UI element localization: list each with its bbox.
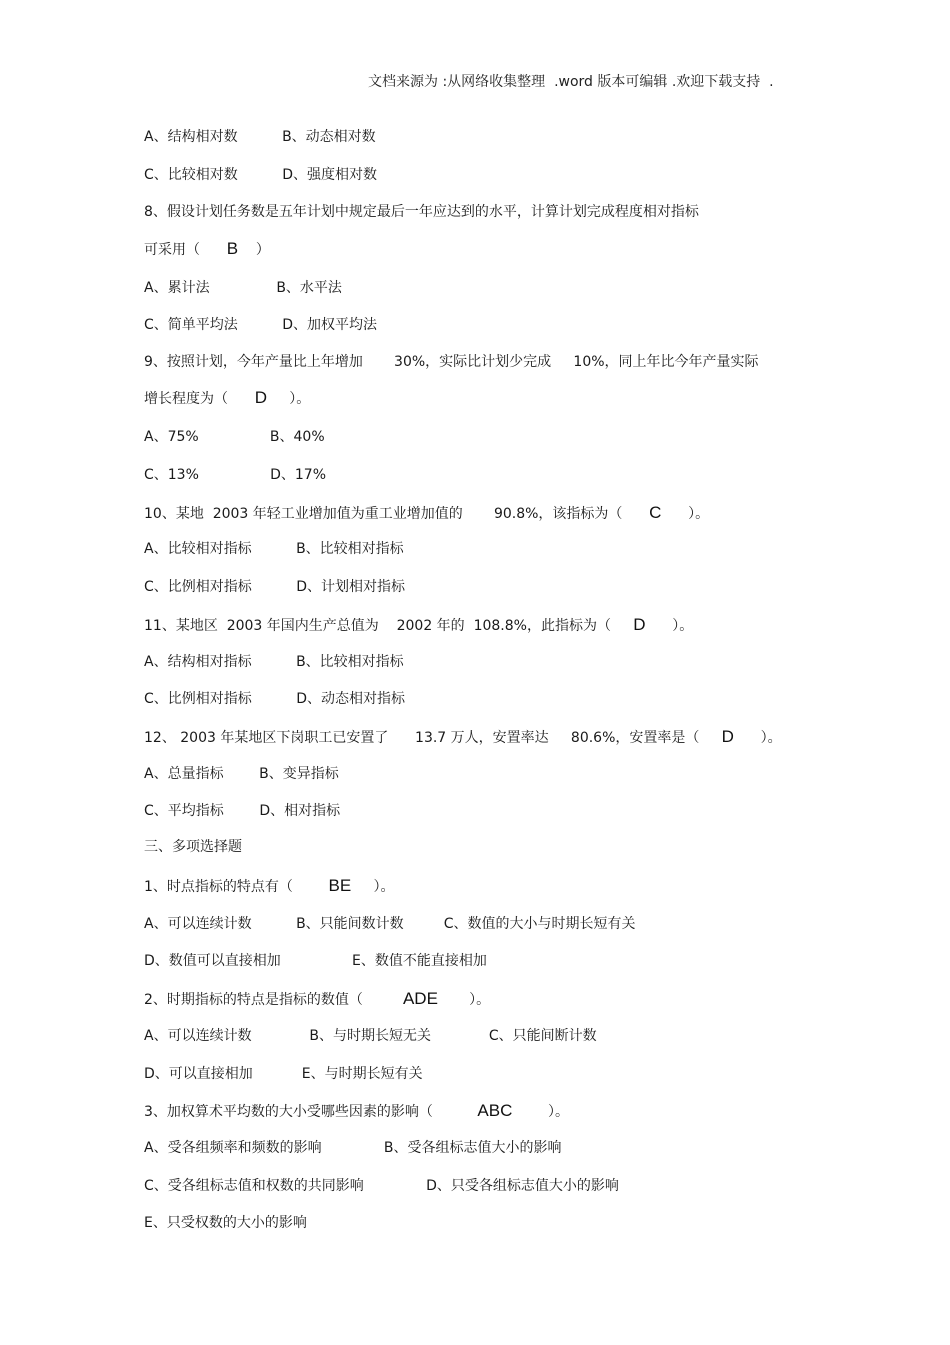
text-line [144,877,394,896]
text-line [144,616,693,635]
text-line [144,838,242,856]
text-line [144,279,342,297]
text-line [144,802,340,820]
answer-mark: D [254,388,267,407]
line-text: 9、按照计划，今年产量比上年增加 30%，实际比计划少完成 10%，同上年比今年产量实际 [144,354,759,370]
line-text: A、累计法 B、水平法 [144,280,342,296]
line-text: C、13% D、17% [144,467,326,483]
line-text: A、可以连续计数 B、与时期长短无关 C、只能间断计数 [144,1028,597,1044]
line-text: D、数值可以直接相加 E、数值不能直接相加 [144,953,487,969]
line-text: D、可以直接相加 E、与时期长短有关 [144,1066,423,1082]
text-line [144,990,490,1009]
line-text: E、只受权数的大小的影响 [144,1215,307,1231]
answer-mark: D [721,727,734,746]
text-line [144,504,709,523]
answer-mark: B [226,239,239,258]
text-line [144,690,405,708]
line-text: 11、某地区 2003 年国内生产总值为 2002 年的 108.8%，此指标为（ [144,618,634,634]
line-text: A、总量指标 B、变异指标 [144,766,339,782]
line-text: A、可以连续计数 B、只能间数计数 C、数值的大小与时期长短有关 [144,916,636,932]
line-text: ）。 [351,879,395,895]
line-text: C、受各组标志值和权数的共同影响 D、只受各组标志值大小的影响 [144,1178,619,1194]
line-text: A、75% B、40% [144,429,325,445]
page-header: 文档来源为 :从网络收集整理 .word 版本可编辑 .欢迎下载支持 . [368,74,774,90]
line-text: ）。 [266,391,311,407]
line-text: ）。 [512,1104,569,1120]
text-line [144,353,759,371]
line-text: 12、 2003 年某地区下岗职工已安置了 13.7 万人，安置率达 80.6%，安置率是（ [144,730,722,746]
line-text: C、比例相对指标 D、计划相对指标 [144,579,406,595]
text-line [144,466,326,484]
line-text: C、比例相对指标 D、动态相对指标 [144,691,406,707]
line-text: C、平均指标 D、相对指标 [144,803,341,819]
line-text: ）。 [661,506,710,522]
line-text: A、受各组频率和频数的影响 B、受各组标志值大小的影响 [144,1140,562,1156]
line-text: A、比较相对指标 B、比较相对指标 [144,541,404,557]
text-line [144,1177,619,1195]
answer-mark: BE [328,876,352,895]
text-line [144,765,339,783]
line-text: ）。 [645,618,694,634]
text-line [144,728,782,747]
line-text: C、比较相对数 D、强度相对数 [144,167,378,183]
line-text: A、结构相对指标 B、比较相对指标 [144,654,404,670]
line-text: ）。 [437,992,491,1008]
text-line [144,1139,561,1157]
line-text: 增长程度为（ [144,391,255,407]
text-line [144,389,310,408]
line-text: 10、某地 2003 年轻工业增加值为重工业增加值的 90.8%，该指标为（ [144,506,650,522]
text-line [144,915,636,933]
line-text: 三、多项选择题 [144,839,242,855]
line-text: 可采用（ [144,242,227,258]
text-line [144,1065,423,1083]
answer-mark: ADE [402,989,438,1008]
text-line [144,166,377,184]
text-line [144,428,325,446]
line-text: ）。 [733,730,782,746]
text-line [144,203,699,221]
text-line [144,1027,597,1045]
answer-mark: C [649,503,662,522]
text-line [144,240,270,259]
answer-mark: ABC [477,1101,513,1120]
text-line [144,128,376,146]
line-text: 8、假设计划任务数是五年计划中规定最后一年应达到的水平，计算计划完成程度相对指标 [144,204,699,220]
line-text: 2、时期指标的特点是指标的数值（ [144,992,403,1008]
line-text: C、简单平均法 D、加权平均法 [144,317,378,333]
text-line [144,1102,569,1121]
text-line [144,578,405,596]
text-line [144,653,404,671]
line-text: A、结构相对数 B、动态相对数 [144,129,376,145]
line-text: 3、加权算术平均数的大小受哪些因素的影响（ [144,1104,478,1120]
line-text: ） [238,242,270,258]
text-line [144,952,487,970]
line-text: 1、时点指标的特点有（ [144,879,329,895]
text-line [144,1214,307,1232]
text-line [144,540,404,558]
answer-mark: D [633,615,646,634]
text-line [144,316,377,334]
